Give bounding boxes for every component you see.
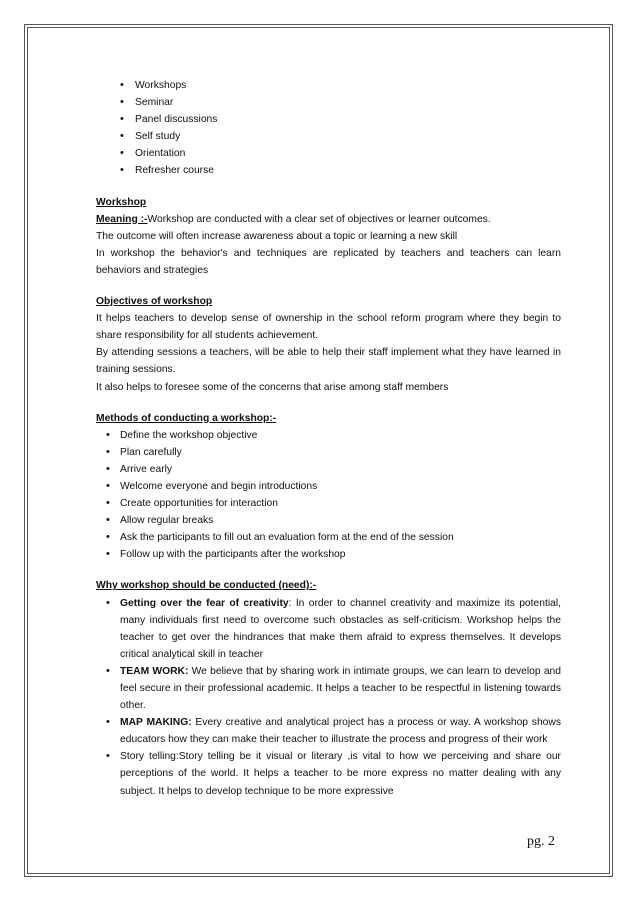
list-item: • Ask the participants to fill out an evaluation form at the end of the session	[96, 529, 561, 546]
item-text: Every creative and analytical project has a process or way. A workshop shows educators how they can make their teacher to illustrate the process and progress of their work	[120, 717, 561, 746]
methods-list	[96, 427, 561, 564]
need-list	[96, 595, 561, 800]
list-item	[96, 663, 561, 714]
list-item: • Plan carefully	[96, 444, 561, 461]
item-text: : In order to channel creativity and maximize its potential, many individuals first need to overcome such obstacles as self-criticism. Workshop helps the teacher to get over the hindrances that make them afraid to express themselves. It develops critical analytical skill in teacher	[120, 597, 561, 660]
list-item: • Seminar	[96, 94, 561, 111]
list-item: • Self study	[96, 128, 561, 145]
list-item: • Panel discussions	[96, 111, 561, 128]
list-item: • Orientation	[96, 145, 561, 162]
list-item: • Follow up with the participants after the workshop	[96, 546, 561, 563]
training-types-list	[96, 77, 561, 180]
document-body	[96, 77, 561, 800]
list-item	[96, 595, 561, 663]
workshop-outcome: The outcome will often increase awareness about a topic or learning a new skill	[96, 230, 458, 242]
meaning-label: Meaning :-	[96, 213, 148, 225]
need-heading: Why workshop should be conducted (need):-	[96, 580, 317, 592]
list-item: • Create opportunities for interaction	[96, 495, 561, 512]
list-item: • Refresher course	[96, 162, 561, 179]
workshop-heading: Workshop	[96, 196, 147, 208]
page-number: pg. 2	[527, 834, 555, 849]
list-item: • Define the workshop objective	[96, 427, 561, 444]
list-item: • Arrive early	[96, 461, 561, 478]
objectives-paragraph-3: It also helps to foresee some of the concerns that arise among staff members	[96, 381, 449, 393]
objectives-heading: Objectives of workshop	[96, 296, 213, 308]
objectives-paragraph-2: By attending sessions a teachers, will be able to help their staff implement what they have learned in training sessions.	[96, 347, 561, 376]
list-item: • Allow regular breaks	[96, 512, 561, 529]
item-bold-label: Getting over the fear of creativity	[120, 597, 289, 609]
item-text: Story telling:Story telling be it visual or literary ,is vital to how we perceiving and share our perceptions of the world. It helps a teacher to be more express no matter dealing with any subject. It helps to develop technique to be more expressive	[120, 751, 561, 797]
objectives-paragraph-1: It helps teachers to develop sense of ownership in the school reform program where they begin to share responsibility for all students achievement.	[96, 313, 561, 342]
meaning-text: Workshop are conducted with a clear set of objectives or learner outcomes.	[147, 213, 491, 225]
item-text: We believe that by sharing work in intimate groups, we can learn to develop and feel secure in their professional academic. It helps a teacher to be respectful in listening towards other.	[120, 665, 561, 712]
workshop-meaning	[96, 211, 561, 228]
methods-heading: Methods of conducting a workshop:-	[96, 412, 277, 424]
workshop-techniques: In workshop the behavior's and techniques are replicated by teachers and teachers can learn behaviors and strategies	[96, 247, 561, 276]
list-item: • Welcome everyone and begin introductions	[96, 478, 561, 495]
list-item	[96, 714, 561, 748]
item-bold-label: TEAM WORK:	[120, 665, 189, 677]
item-bold-label: MAP MAKING:	[120, 717, 192, 729]
list-item	[96, 748, 561, 799]
list-item: • Workshops	[96, 77, 561, 94]
